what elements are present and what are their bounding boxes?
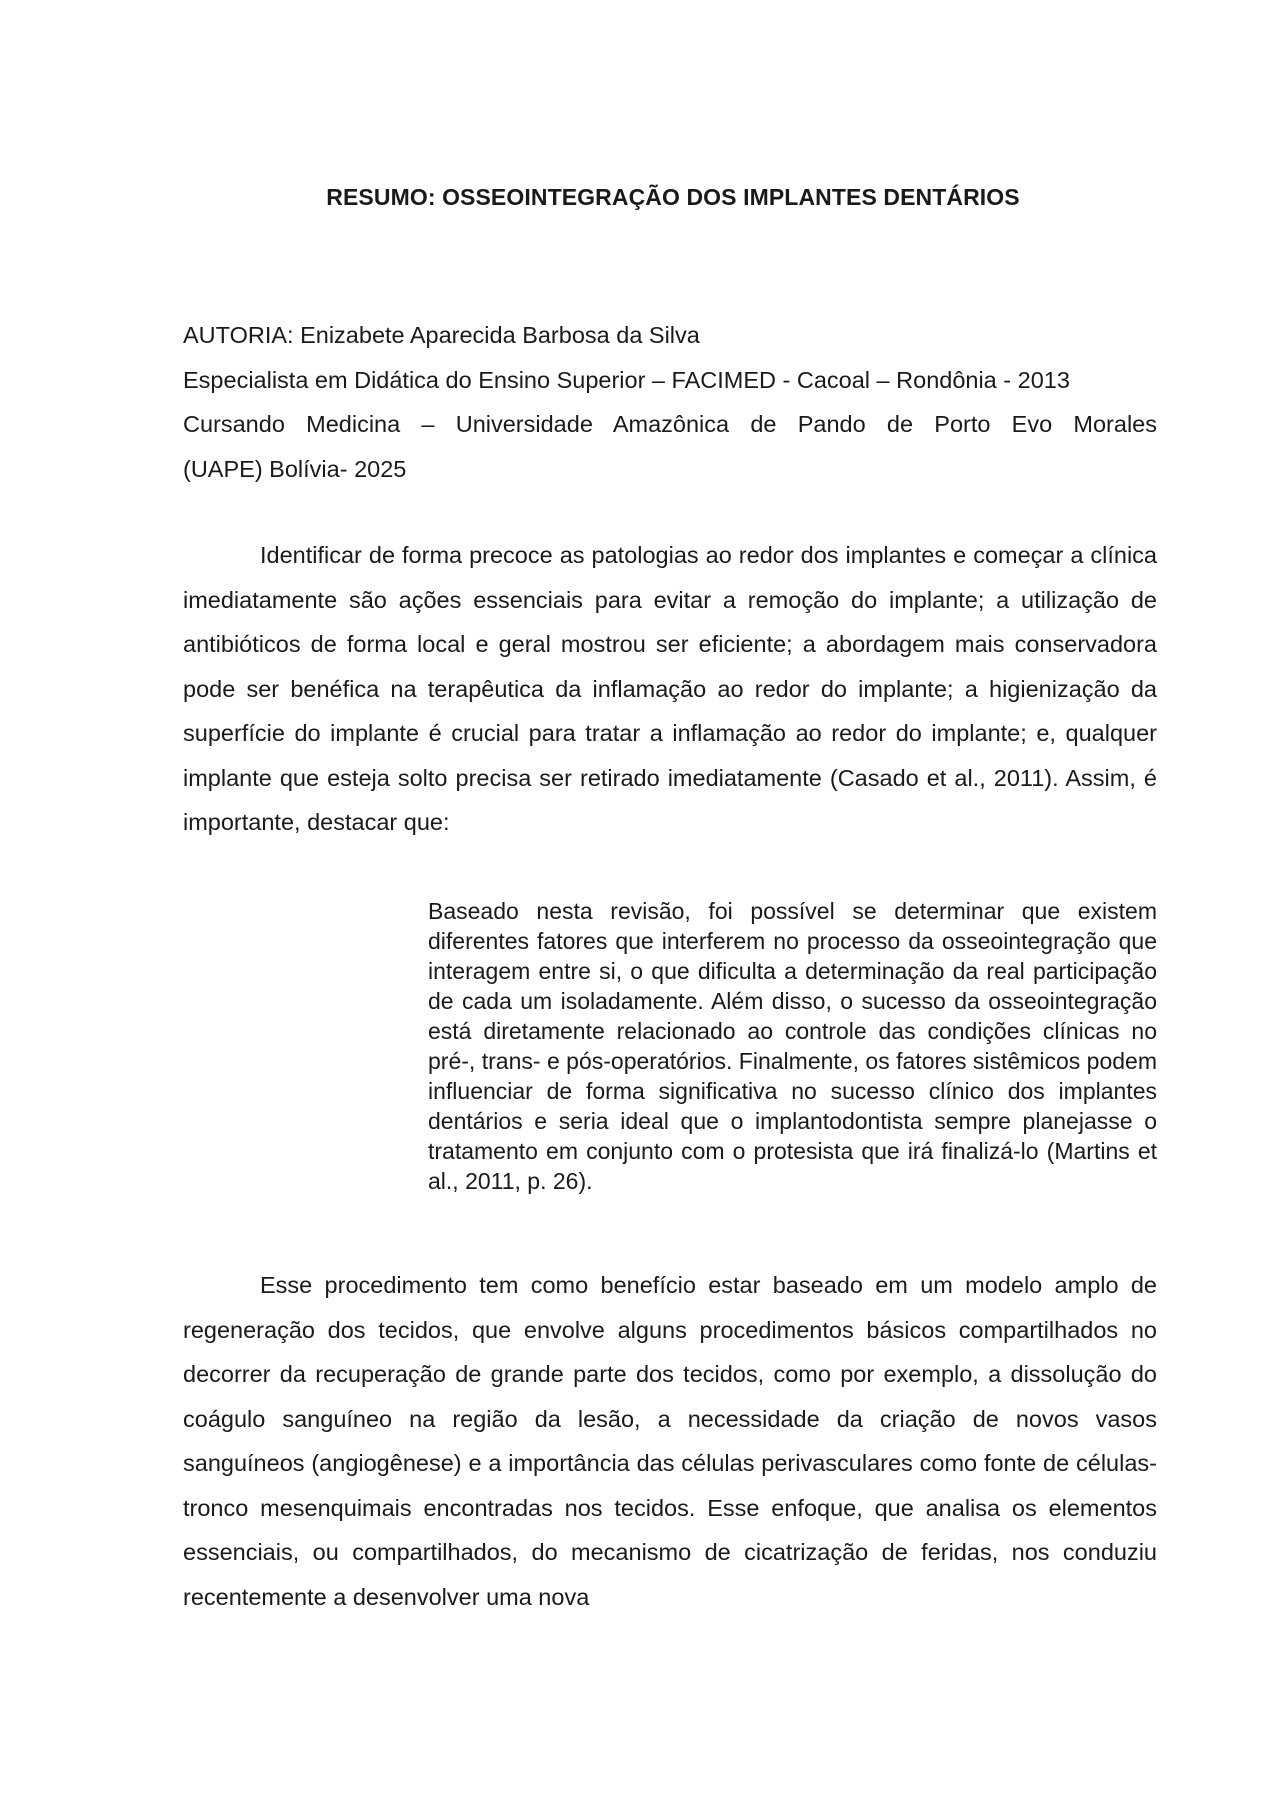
body-paragraph-1: Identificar de forma precoce as patologias ao redor dos implantes e começar a clínica imediatamente são ações essenciais para evitar a remoção do implante; a utilização de antibióticos de forma local e geral mostrou ser eficiente; a abordagem mais conservadora pode ser benéfica na terapêutica da inflamação ao redor do implante; a higienização da superfície do implante é crucial para tratar a inflamação ao redor do implante; e, qualquer implante que esteja solto precisa ser retirado imediatamente (Casado et al., 2011). Assim, é importante, destacar que:	[183, 542, 1157, 835]
authorship-block	[183, 313, 1157, 491]
author-name-line: AUTORIA: Enizabete Aparecida Barbosa da Silva	[183, 322, 700, 348]
block-quote: Baseado nesta revisão, foi possível se determinar que existem diferentes fatores que interferem no processo da osseointegração que interagem entre si, o que dificulta a determinação da real participação de cada um isoladamente. Além disso, o sucesso da osseointegração está diretamente relacionado ao controle das condições clínicas no pré-, trans- e pós-operatórios. Finalmente, os fatores sistêmicos podem influenciar de forma significativa no sucesso clínico dos implantes dentários e seria ideal que o implantodontista sempre planejasse o tratamento em conjunto com o protesista que irá finalizá-lo (Martins et al., 2011, p. 26).	[428, 898, 1157, 1194]
author-university-line: (UAPE) Bolívia- 2025	[183, 455, 407, 482]
body-paragraph-2: Esse procedimento tem como benefício estar baseado em um modelo amplo de regeneração dos tecidos, que envolve alguns procedimentos básicos compartilhados no decorrer da recuperação de grande parte dos tecidos, como por exemplo, a dissolução do coágulo sanguíneo na região da lesão, a necessidade da criação de novos vasos sanguíneos (angiogênese) e a importância das células perivasculares como fonte de células-tronco mesenquimais encontradas nos tecidos. Esse enfoque, que analisa os elementos essenciais, ou compartilhados, do mecanismo de cicatrização de feridas, nos conduziu recentemente a desenvolver uma nova	[183, 1272, 1157, 1610]
author-specialization-line: Especialista em Didática do Ensino Superior – FACIMED - Cacoal – Rondônia - 2013	[183, 366, 1070, 393]
author-course-line: Cursando Medicina – Universidade Amazônica de Pando de Porto Evo Morales	[183, 411, 1157, 437]
document-title: RESUMO: OSSEOINTEGRAÇÃO DOS IMPLANTES DENTÁRIOS	[326, 184, 1020, 210]
